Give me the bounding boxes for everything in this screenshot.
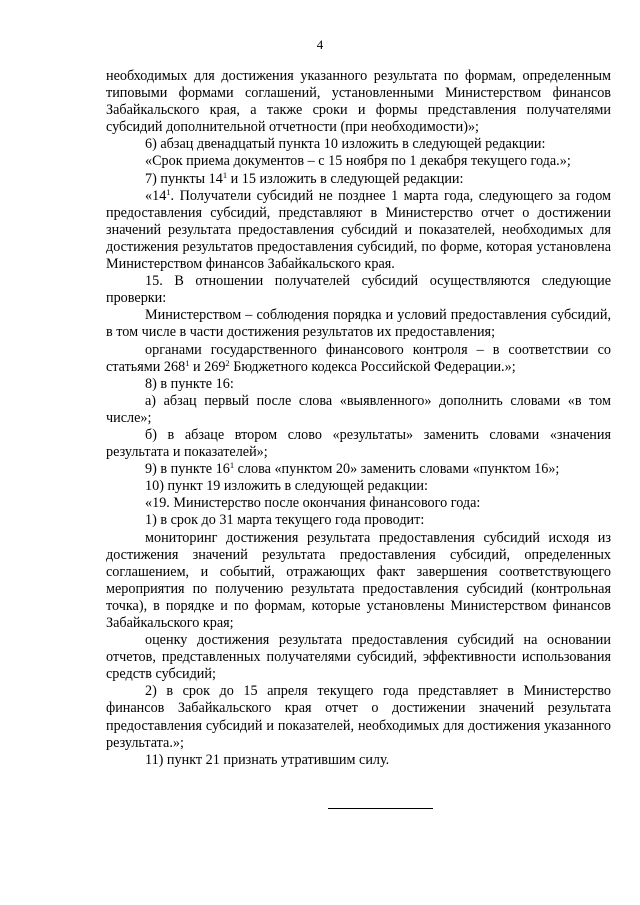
paragraph: 9) в пункте $16^1$ слова «пунктом 20» заменить словами «пунктом 16»; [145,460,560,478]
page-number: 4 [316,37,324,52]
paragraph: «19. Министерство после окончания финансового года: [145,495,481,512]
paragraph: 7) пункты $14^1$ и 15 изложить в следующей редакции: [145,169,464,187]
paragraph: органами государственного финансового контроля – в соответствии со статьями $268^1$ и $269^2$ Бюджетного кодекса Российской Федерации.»; [106,341,611,375]
paragraph: 1) в срок до 31 марта текущего года проводит: [145,512,425,529]
paragraph: мониторинг достижения результата предоставления субсидий исходя из достижения значений результата предоставления субсидий, определенных соглашением, и событий, отражающих факт завершения соответствующего мероприятия по получению результата предоставления субсидий (контрольная точка), в порядке и по формам, которые установлены Министерством финансов Забайкальского края; [106,529,611,631]
paragraph: 8) в пункте 16: [145,375,234,392]
paragraph: 11) пункт 21 признать утратившим силу. [145,751,390,768]
paragraph: Министерством – соблюдения порядка и условий предоставления субсидий, в том числе в части достижения результатов их предоставления; [106,307,611,341]
paragraph: оценку достижения результата предоставления субсидий на основании отчетов, представленных получателями субсидий, эффективности использования средств субсидий; [106,632,611,683]
paragraph: «Срок приема документов – с 15 ноября по 1 декабря текущего года.»; [145,153,571,170]
paragraph: 6) абзац двенадцатый пункта 10 изложить в следующей редакции: [145,136,546,153]
end-separator-line [328,808,433,809]
paragraph: б) в абзаце втором слово «результаты» заменить словами «значения результата и показателей»; [106,426,611,461]
paragraph: 15. В отношении получателей субсидий осуществляются следующие проверки: [106,273,611,307]
paragraph: необходимых для достижения указанного результата по формам, определенным типовыми формами соглашений, установленными Министерством финансов Забайкальского края, а также сроки и формы представления получателями субсидий дополнительной отчетности (при необходимости)»; [106,68,611,136]
paragraph: 10) пункт 19 изложить в следующей редакции: [145,478,428,495]
document-body [106,68,611,769]
paragraph: а) абзац первый после слова «выявленного» дополнить словами «в том числе»; [106,392,611,426]
paragraph: 2) в срок до 15 апреля текущего года представляет в Министерство финансов Забайкальского края отчет о достижении значений результата предоставления субсидий и показателей, необходимых для достижения указанного результата.»; [106,683,611,751]
paragraph: «$14^1$. Получатели субсидий не позднее 1 марта года, следующего за годом предоставления субсидий, представляют в Министерство отчет о достижении значений результата предоставления субсидий и показателей, необходимых для достижения результатов предоставления субсидий, по форме, которая установлена Министерством финансов Забайкальского края. [106,186,611,273]
